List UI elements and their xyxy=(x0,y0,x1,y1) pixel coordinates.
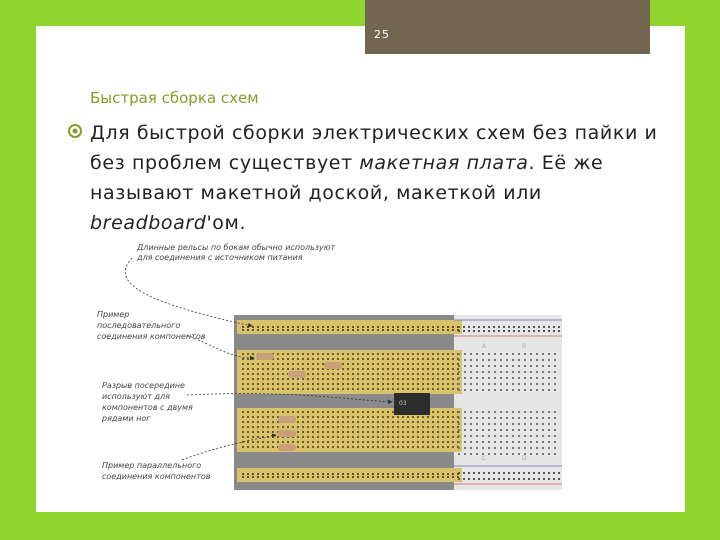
breadboard-figure xyxy=(92,240,562,490)
annotation-series-line3: соединения компонентов xyxy=(97,332,206,341)
body-text-part1: Для быстрой сборки электрических схем без пайки и без проблем существует xyxy=(90,122,658,174)
page-number: 25 xyxy=(374,28,390,41)
annotation-series-line1: Пример xyxy=(97,310,130,319)
arrow-power-rails xyxy=(125,258,252,326)
annotation-parallel-line2: соединения компонентов xyxy=(102,472,211,481)
body-text xyxy=(90,118,680,238)
annotation-power-rails-line1: Длинные рельсы по бокам обычно используют xyxy=(137,243,336,252)
row-letter-a: A xyxy=(482,343,487,350)
body-text-part3: 'ом. xyxy=(206,212,247,234)
annotation-gap-line2: используют для xyxy=(102,392,170,401)
target-bullet-icon xyxy=(68,124,82,138)
page-number-box xyxy=(365,0,650,54)
chip-label: 03 xyxy=(399,400,407,407)
annotation-series-line2: последовательного xyxy=(97,321,181,330)
annotation-gap-line4: рядами ног xyxy=(102,414,151,423)
annotation-gap-line3: компонентов с двумя xyxy=(102,403,193,412)
annotation-parallel-line1: Пример параллельного xyxy=(102,461,202,470)
row-letter-b: B xyxy=(522,343,527,350)
body-text-term-1: макетная плата xyxy=(359,152,529,174)
annotation-power-rails-line2: для соединения с источником питания xyxy=(137,253,303,262)
breadboard-plain-area xyxy=(454,315,562,490)
body-text-term-2: breadboard xyxy=(90,212,207,234)
annotation-gap-line1: Разрыв посередине xyxy=(102,381,185,390)
slide-subtitle: Быстрая сборка схем xyxy=(90,89,259,107)
row-letter-c: C xyxy=(482,455,487,462)
body-text-part2: . Её же называют макетной доской, макеткой или xyxy=(90,152,604,204)
row-letter-d: D xyxy=(522,455,527,462)
